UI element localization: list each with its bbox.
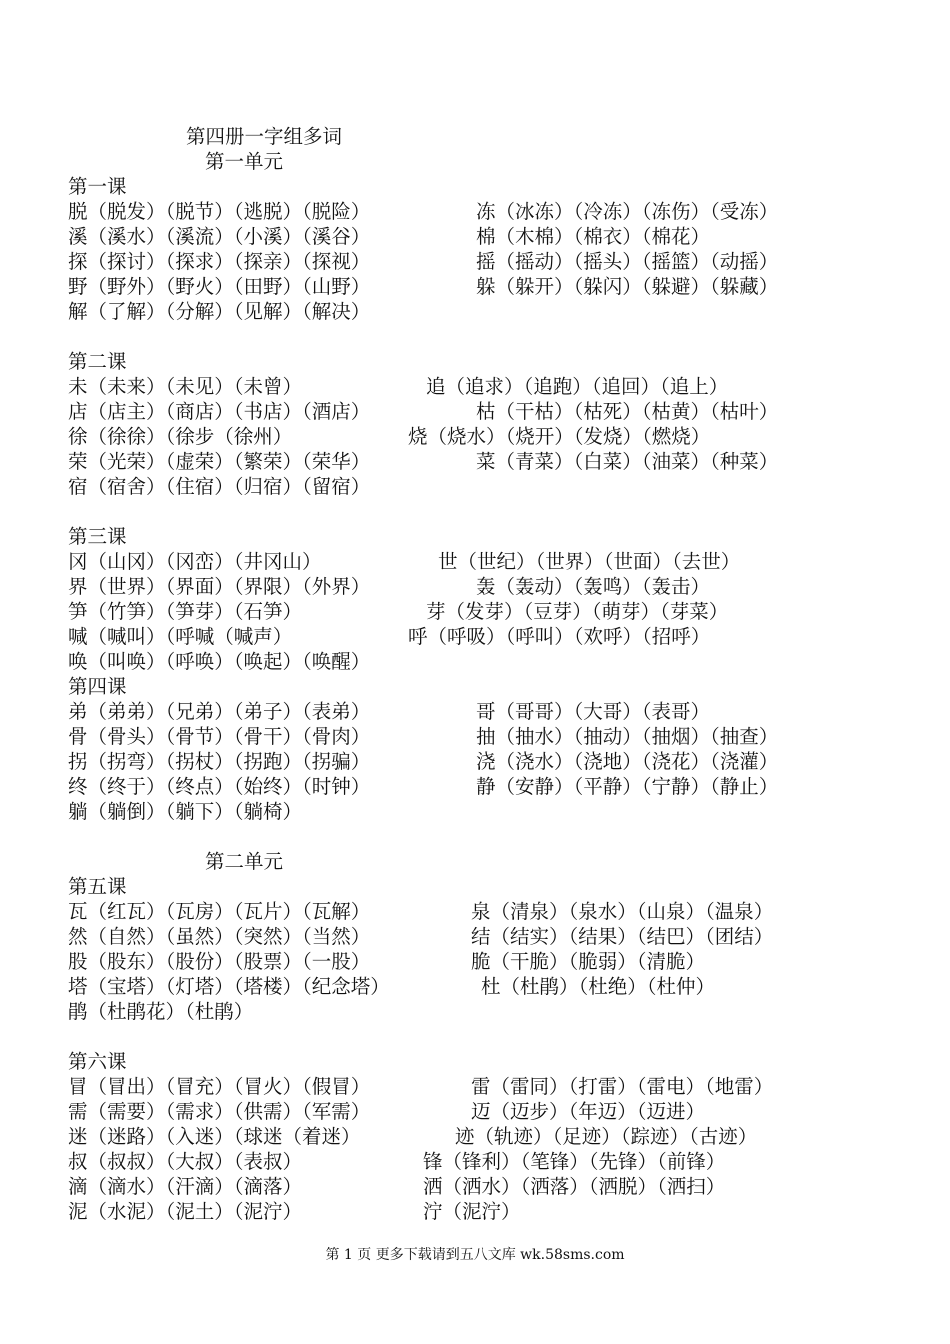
- word-group-left: 解（了解）（分解）（见解）（解决）: [68, 300, 371, 323]
- word-group-left: 唤（叫唤）（呼唤）（唤起）（唤醒）: [68, 650, 371, 673]
- word-row: [68, 549, 928, 574]
- word-row: [68, 249, 928, 274]
- word-row: [68, 474, 928, 499]
- word-row: [68, 999, 928, 1024]
- word-row: [68, 649, 928, 674]
- word-row: [68, 449, 928, 474]
- word-row: [68, 374, 928, 399]
- word-row: [68, 1074, 928, 1099]
- word-group-right: 哥（哥哥）（大哥）（表哥）: [476, 700, 711, 723]
- word-row: [68, 699, 928, 724]
- word-group-left: 笋（竹笋）（笋芽）（石笋）: [68, 600, 303, 623]
- word-group-left: 终（终于）（终点）（始终）（时钟）: [68, 775, 371, 798]
- word-group-right: 追（追求）（追跑）（追回）（追上）: [426, 375, 729, 398]
- word-group-left: 骨（骨头）（骨节）（骨干）（骨肉）: [68, 725, 371, 748]
- word-row: [68, 1174, 928, 1199]
- word-group-left: 塔（宝塔）（灯塔）（塔楼）（纪念塔）: [68, 975, 390, 998]
- word-group-left: 拐（拐弯）（拐杖）（拐跑）（拐骗）: [68, 750, 371, 773]
- word-group-left: 股（股东）（股份）（股票）（一股）: [68, 950, 371, 973]
- word-group-right: 摇（摇动）（摇头）（摇篮）（动摇）: [476, 250, 779, 273]
- word-group-left: 徐（徐徐）（徐步（徐州）: [68, 425, 293, 448]
- word-group-left: 未（未来）（未见）（未曾）: [68, 375, 303, 398]
- word-row: [68, 1199, 928, 1224]
- word-group-right: 泞（泥泞）: [423, 1200, 521, 1223]
- word-row: [68, 624, 928, 649]
- word-row: [68, 299, 928, 324]
- word-group-left: 然（自然）（虽然）（突然）（当然）: [68, 925, 371, 948]
- lesson-heading: 第六课: [68, 1050, 127, 1073]
- word-group-left: 泥（水泥）（泥土）（泥泞）: [68, 1200, 303, 1223]
- word-group-left: 野（野外）（野火）（田野）（山野）: [68, 275, 371, 298]
- word-row: [68, 424, 928, 449]
- word-group-right: 枯（干枯）（枯死）（枯黄）（枯叶）: [476, 400, 779, 423]
- word-group-left: 鹃（杜鹃花）（杜鹃）: [68, 1000, 254, 1023]
- word-group-left: 溪（溪水）（溪流）（小溪）（溪谷）: [68, 225, 371, 248]
- word-row: [68, 974, 928, 999]
- word-row: [68, 749, 928, 774]
- word-group-right: 抽（抽水）（抽动）（抽烟）（抽查）: [476, 725, 779, 748]
- word-group-left: 弟（弟弟）（兄弟）（弟子）（表弟）: [68, 700, 371, 723]
- word-row: [68, 899, 928, 924]
- word-row: [68, 724, 928, 749]
- lesson-heading: 第二课: [68, 350, 127, 373]
- word-row: [68, 949, 928, 974]
- word-row: [68, 274, 928, 299]
- word-row: [68, 399, 928, 424]
- word-group-left: 界（世界）（界面）（界限）（外界）: [68, 575, 371, 598]
- word-group-right: 躲（躲开）（躲闪）（躲避）（躲藏）: [476, 275, 779, 298]
- word-group-left: 冈（山冈）（冈峦）（井冈山）: [68, 550, 322, 573]
- word-group-left: 荣（光荣）（虚荣）（繁荣）（荣华）: [68, 450, 371, 473]
- lesson-heading: 第五课: [68, 875, 127, 898]
- document-title: 第四册一字组多词: [186, 125, 343, 148]
- lesson-heading: 第四课: [68, 675, 127, 698]
- word-group-left: 需（需要）（需求）（供需）（军需）: [68, 1100, 371, 1123]
- word-row: [68, 799, 928, 824]
- word-group-left: 店（店主）（商店）（书店）（酒店）: [68, 400, 371, 423]
- word-group-right: 芽（发芽）（豆芽）（萌芽）（芽菜）: [426, 600, 729, 623]
- lesson-heading: 第三课: [68, 525, 127, 548]
- word-row: [68, 574, 928, 599]
- word-group-left: 喊（喊叫）（呼喊（喊声）: [68, 625, 293, 648]
- word-row: [68, 1124, 928, 1149]
- word-row: [68, 1149, 928, 1174]
- word-group-right: 结（结实）（结果）（结巴）（团结）: [471, 925, 774, 948]
- word-group-right: 呼（呼吸）（呼叫）（欢呼）（招呼）: [408, 625, 711, 648]
- word-group-right: 泉（清泉）（泉水）（山泉）（温泉）: [471, 900, 774, 923]
- word-group-right: 洒（洒水）（洒落）（洒脱）（洒扫）: [423, 1175, 726, 1198]
- word-group-left: 躺（躺倒）（躺下）（躺椅）: [68, 800, 303, 823]
- word-group-left: 迷（迷路）（入迷）（球迷（着迷）: [68, 1125, 361, 1148]
- lesson-heading: 第一课: [68, 175, 127, 198]
- word-group-right: 锋（锋利）（笔锋）（先锋）（前锋）: [423, 1150, 726, 1173]
- word-group-right: 轰（轰动）（轰鸣）（轰击）: [476, 575, 711, 598]
- word-group-left: 探（探讨）（探求）（探亲）（探视）: [68, 250, 371, 273]
- word-row: [68, 774, 928, 799]
- word-row: [68, 199, 928, 224]
- word-group-right: 菜（青菜）（白菜）（油菜）（种菜）: [476, 450, 779, 473]
- word-row: [68, 1099, 928, 1124]
- word-group-right: 冻（冰冻）（冷冻）（冻伤）（受冻）: [476, 200, 779, 223]
- word-row: [68, 599, 928, 624]
- word-group-right: 世（世纪）（世界）（世面）（去世）: [438, 550, 741, 573]
- word-group-right: 棉（木棉）（棉衣）（棉花）: [476, 225, 711, 248]
- word-group-right: 脆（干脆）（脆弱）（清脆）: [471, 950, 706, 973]
- word-group-right: 静（安静）（平静）（宁静）（静止）: [476, 775, 779, 798]
- word-row: [68, 924, 928, 949]
- word-group-right: 烧（烧水）（烧开）（发烧）（燃烧）: [408, 425, 711, 448]
- word-group-left: 叔（叔叔）（大叔）（表叔）: [68, 1150, 303, 1173]
- word-group-left: 宿（宿舍）（住宿）（归宿）（留宿）: [68, 475, 371, 498]
- word-group-left: 瓦（红瓦）（瓦房）（瓦片）（瓦解）: [68, 900, 371, 923]
- word-group-left: 滴（滴水）（汗滴）（滴落）: [68, 1175, 303, 1198]
- word-group-right: 迹（轨迹）（足迹）（踪迹）（古迹）: [455, 1125, 758, 1148]
- word-group-right: 浇（浇水）（浇地）（浇花）（浇灌）: [476, 750, 779, 773]
- unit-heading: 第一单元: [205, 150, 284, 173]
- word-group-left: 冒（冒出）（冒充）（冒火）（假冒）: [68, 1075, 371, 1098]
- word-group-right: 杜（杜鹃）（杜绝）（杜仲）: [481, 975, 716, 998]
- word-group-left: 脱（脱发）（脱节）（逃脱）（脱险）: [68, 200, 371, 223]
- unit-heading: 第二单元: [205, 850, 284, 873]
- word-row: [68, 224, 928, 249]
- word-group-right: 雷（雷同）（打雷）（雷电）（地雷）: [471, 1075, 774, 1098]
- word-group-right: 迈（迈步）（年迈）（迈进）: [471, 1100, 706, 1123]
- page-footer: 第 1 页 更多下载请到五八文库 wk.58sms.com: [325, 1247, 625, 1263]
